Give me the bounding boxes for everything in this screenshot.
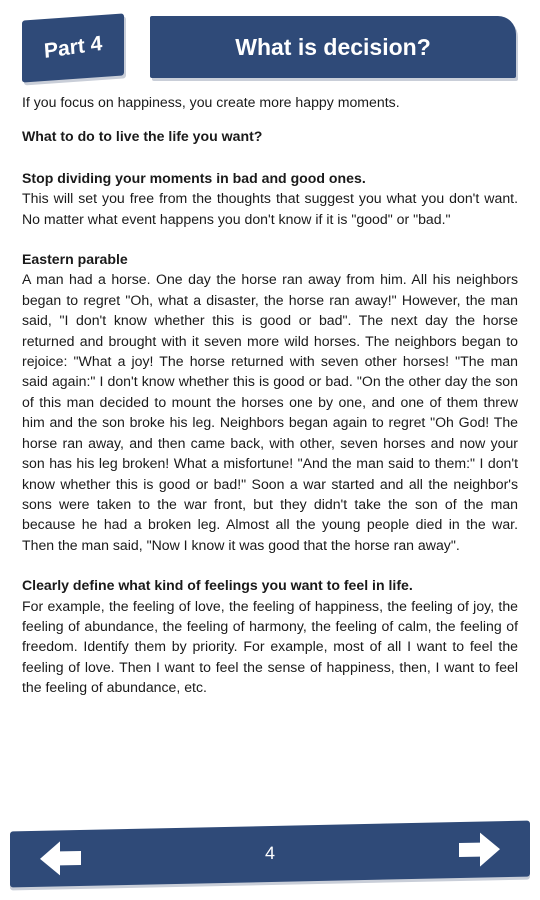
section-text: This will set you free from the thoughts that suggest you what you don't want. No matter what event happens you don't know if it is "good" or "bad."	[22, 190, 518, 227]
article-content	[22, 92, 518, 718]
section-text: A man had a horse. One day the horse ran away from him. All his neighbors began to regret "Oh, what a disaster, the horse ran away!" However, the man said, "I don't know whether this is good or bad". The next day the horse returned and brought with it seven more wild horses. The neighbors began to rejoice: "What a joy! The horse returned with seven other horses! "The man said again:" I don't know whether this is good or bad. "On the other day the son of this man decided to mount the horses one by one, and one of them threw him and the son broke his leg. Neighbors began again to regret "Oh God! The horse ran away, and then came back, with other, seven horses and now your son has his leg broken! What a misfortune! "And the man said to them:" I don't know whether this is good or bad!" Soon a war started and all the neighbor's sons were taken to the war front, but they didn't take the son of the man because he had a broken leg. Almost all the young people died in the war. Then the man said, "Now I know it was good that the horse ran away".	[22, 271, 518, 553]
section-define-feelings	[22, 575, 518, 697]
page-header	[0, 0, 540, 92]
section-eastern-parable	[22, 249, 518, 555]
intro-text: If you focus on happiness, you create more happy moments.	[22, 94, 400, 110]
part-badge	[22, 13, 124, 82]
section-heading: Eastern parable	[22, 251, 128, 268]
page-number: 4	[264, 842, 275, 864]
part-label: Part 4	[43, 32, 103, 63]
footer-nav-bar	[10, 821, 530, 888]
section-stop-dividing	[22, 168, 518, 229]
title-banner	[150, 16, 516, 78]
next-page-button[interactable]	[454, 827, 504, 872]
section-heading: Clearly define what kind of feelings you want to feel in life.	[22, 577, 413, 594]
arrow-right-icon	[456, 829, 502, 870]
page-title: What is decision?	[235, 33, 431, 60]
section-text: For example, the feeling of love, the feeling of happiness, the feeling of joy, the feeling of abundance, the feeling of harmony, the feeling of calm, the feeling of freedom. Identify them by priority. For example, most of all I want to feel the feeling of love. Then I want to feel the sense of happiness, then, I want to feel the feeling of abundance, etc.	[22, 597, 518, 696]
question-heading: What to do to live the life you want?	[22, 128, 263, 145]
section-heading: Stop dividing your moments in bad and good ones.	[22, 169, 366, 186]
